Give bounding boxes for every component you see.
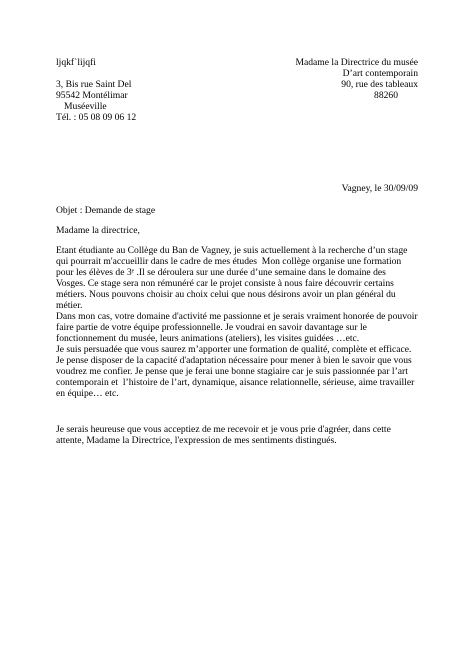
subject-line: Objet : Demande de stage (56, 205, 156, 216)
body-line: contemporain et l’histoire de l’art, dynamique, aisance relationnelle, sérieuse, aime travailler (56, 377, 415, 388)
recipient-line-3: 90, rue des tableaux (341, 79, 418, 90)
date-line: Vagney, le 30/09/09 (341, 183, 418, 194)
body-line: voudrez me confier. Je pense que je ferai une bonne stagiaire car je suis passionnée par l’art (56, 366, 408, 377)
body-line: en équipe… etc. (56, 388, 119, 399)
sender-block (56, 57, 136, 123)
recipient-line-4: 88260 (374, 90, 398, 101)
letter-closing (56, 424, 422, 446)
sender-phone: Tél. : 05 08 09 06 12 (56, 112, 137, 123)
recipient-line-1: Madame la Directrice du musée (295, 57, 418, 68)
sender-name: ljqkf`lijqfi (56, 57, 96, 68)
salutation: Madame la directrice, (56, 225, 140, 236)
closing-line: attente, Madame la Directrice, l'expression de mes sentiments distingués. (56, 435, 337, 446)
body-line: Je suis persuadée que vous saurez m’apporter une formation de qualité, complète et efficace. (56, 344, 412, 355)
body-line: faire partie de votre équipe professionnelle. Je voudrai en savoir davantage sur le (56, 322, 367, 333)
body-line: Dans mon cas, votre domaine d'activité me passionne et je serais vraiment honorée de pouvoir (56, 311, 418, 322)
body-line: Je pense disposer de la capacité d'adaptation nécessaire pour mener à bien le savoir que vous (56, 355, 412, 366)
closing-line: Je serais heureuse que vous acceptiez de me recevoir et je vous prie d'agréer, dans cette (56, 424, 391, 435)
body-line: métiers. Nous pouvons choisir au choix celui que nous désirons avoir un plan général du (56, 289, 396, 300)
body-line: fonctionnement du musée, leurs animations (ateliers), les visites guidées …etc. (56, 333, 360, 344)
sender-gap (56, 68, 136, 79)
body-line: Vosges. Ce stage sera non rémunéré car le projet consiste à nous faire découvrir certains (56, 278, 394, 289)
recipient-block (254, 57, 418, 101)
sender-address-line-3: Muséeville (64, 101, 107, 112)
body-line: Etant étudiante au Collège du Ban de Vagney, je suis actuellement à la recherche d’un stage (56, 245, 408, 256)
recipient-line-2: D’art contemporain (342, 68, 418, 79)
sender-address-line-1: 3, Bis rue Saint Del (56, 79, 132, 90)
sender-address-line-2: 95542 Montélimar (56, 90, 128, 101)
letter-body (56, 245, 422, 399)
body-line: qui pourrait m'accueillir dans le cadre de mes études Mon collège organise une formation (56, 256, 402, 267)
body-line: pour les élèves de 3ᵉ .Il se déroulera sur une durée d’une semaine dans le domaine des (56, 267, 386, 278)
body-line: métier. (56, 300, 83, 311)
